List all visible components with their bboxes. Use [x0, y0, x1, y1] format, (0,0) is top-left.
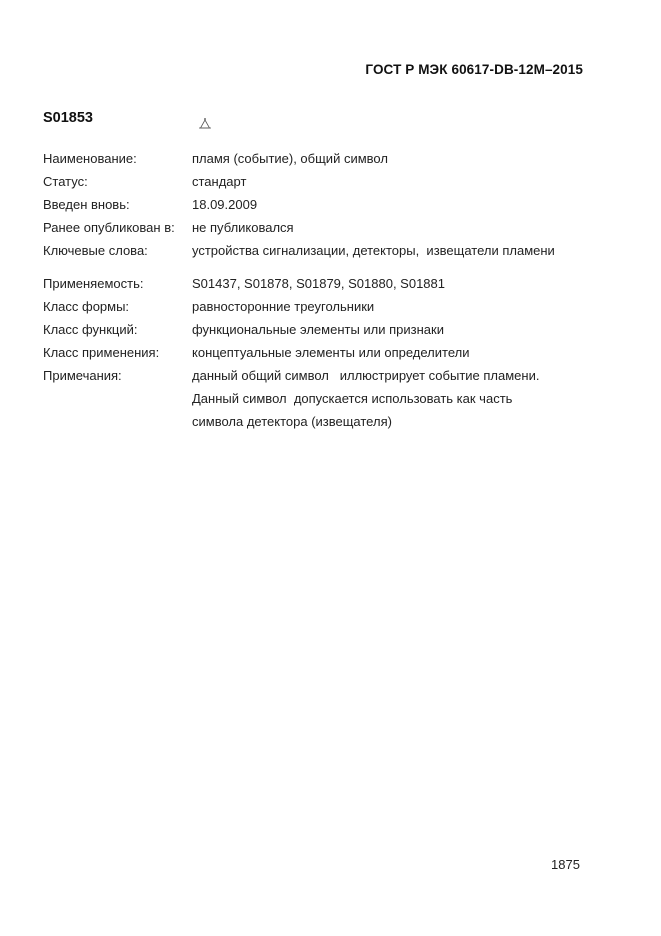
field-label: Наименование:	[43, 151, 137, 166]
field-value: функциональные элементы или признаки	[192, 322, 444, 337]
field-label: Ключевые слова:	[43, 243, 148, 258]
triangle-flame-symbol-icon	[195, 110, 219, 134]
notes-text: Данный символ допускается использовать как часть	[192, 391, 513, 406]
field-label: Введен вновь:	[43, 197, 130, 212]
field-value: 18.09.2009	[192, 197, 258, 212]
symbol-code: S01853	[43, 110, 93, 126]
field-label: Класс применения:	[43, 345, 160, 360]
field-label: Примечания:	[43, 368, 122, 383]
field-label: Применяемость:	[43, 276, 144, 291]
field-label: Класс функций:	[43, 322, 138, 337]
field-label: Статус:	[43, 174, 88, 189]
field-value: не публиковался	[192, 220, 294, 235]
document-header-standard: ГОСТ Р МЭК 60617-DB-12M–2015	[365, 62, 583, 77]
field-label: Класс формы:	[43, 299, 130, 314]
notes-continuation-line-2	[43, 414, 392, 444]
field-label: Ранее опубликован в:	[43, 220, 175, 235]
field-value: устройства сигнализации, детекторы, извещатели пламени	[192, 243, 555, 258]
notes-text: символа детектора (извещателя)	[192, 414, 392, 429]
field-value: S01437, S01878, S01879, S01880, S01881	[192, 276, 445, 291]
field-value: данный общий символ иллюстрирует событие пламени.	[192, 368, 540, 383]
page-number: 1875	[551, 857, 580, 872]
field-value: пламя (событие), общий символ	[192, 151, 388, 166]
field-value: концептуальные элементы или определители	[192, 345, 470, 360]
field-value: стандарт	[192, 174, 247, 189]
field-value: равносторонние треугольники	[192, 299, 375, 314]
